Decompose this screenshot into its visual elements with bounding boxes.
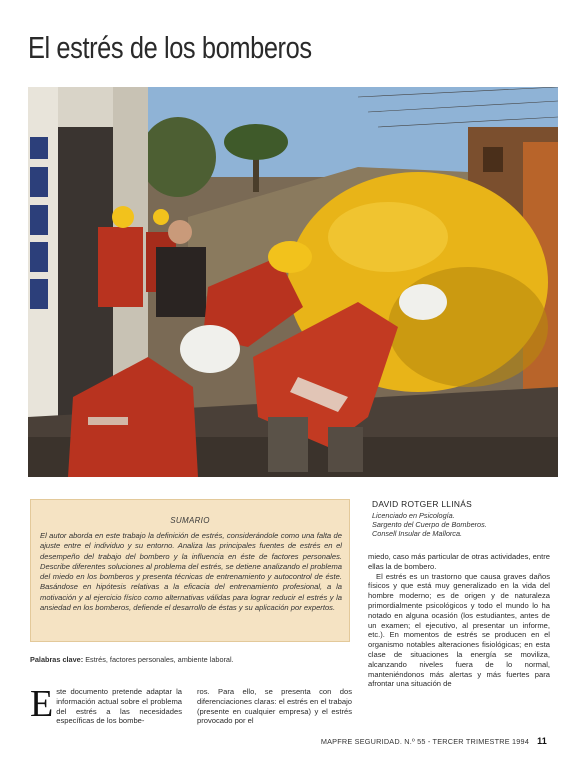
keywords-text: Estrés, factores personales, ambiente laboral. — [85, 655, 234, 664]
author-credential: Consell Insular de Mallorca. — [372, 529, 463, 539]
drop-cap: E — [30, 683, 54, 725]
page-footer — [321, 736, 547, 746]
footer-publication: MAPFRE SEGURIDAD. N.º 55 - TERCER TRIMESTRE 1994 — [320, 737, 530, 746]
keywords-label: Palabras clave: — [30, 655, 84, 664]
article-column-1 — [30, 683, 182, 726]
article-column-2 — [197, 687, 352, 726]
article-paragraph: miedo, caso más particular de otras actividades, entre ellas la de bombero. — [368, 552, 550, 571]
author-block — [372, 499, 552, 539]
article-text: ros. Para ello, se presenta con dos diferenciaciones claras: el estrés en el trabajo (presente en cualquier empresa) y el estrés provocado por el — [197, 687, 352, 726]
keywords — [30, 655, 360, 664]
article-text: ste documento pretende adaptar la información actual sobre el problema del estrés a las necesidades específicas de los bombe- — [56, 687, 182, 726]
summary-box — [30, 499, 350, 642]
author-name: DAVID ROTGER LLINÁS — [372, 499, 473, 509]
summary-text: El autor aborda en este trabajo la definición de estrés, considerándole como una falta de ajuste entre el individuo y su entorno. Analiza las principales fuentes de estrés en el desempeño del trabajo del bombero y la influencia en éste de factores personales. Describe diferentes soluciones al problema del estrés, se detiene analizando el problema del miedo en los bomberos y presenta técnicas de entrenamiento y autocontrol de éste. Basándose en hipótesis relativas a la eficacia del entrenamiento profesional, a la motivación y al ejercicio físico como alternativas válidas para lograr reducir el estrés y la ansiedad en los bomberos, defiende el desarrollo de éstas y su aplicación por expertos. — [40, 531, 342, 613]
article-paragraph: El estrés es un trastorno que causa graves daños físicos y que está muy generalizado en la vida del hombre moderno; es de origen y de naturaleza primordialmente psicológicos y todo el mundo lo ha notado en alguna ocasión (los estudiantes, antes de un examen; el ejecutivo, al presentar un informe, etc.). En momentos de estrés se producen en el organismo notables alteraciones fisiológicas; en esta clase de situaciones la energía se moviliza, alcanzando niveles fuera de lo normal, manteniéndonos más alertas y más fuertes para afrontar una situación de — [368, 571, 550, 689]
firefighters-photo — [28, 87, 558, 477]
article-column-3 — [368, 552, 550, 689]
article-title: El estrés de los bomberos — [28, 30, 312, 65]
summary-heading: SUMARIO — [170, 516, 210, 525]
author-credential: Sargento del Cuerpo de Bomberos. — [372, 520, 487, 530]
page-number: 11 — [537, 736, 547, 746]
author-credential: Licenciado en Psicología. — [372, 511, 455, 520]
